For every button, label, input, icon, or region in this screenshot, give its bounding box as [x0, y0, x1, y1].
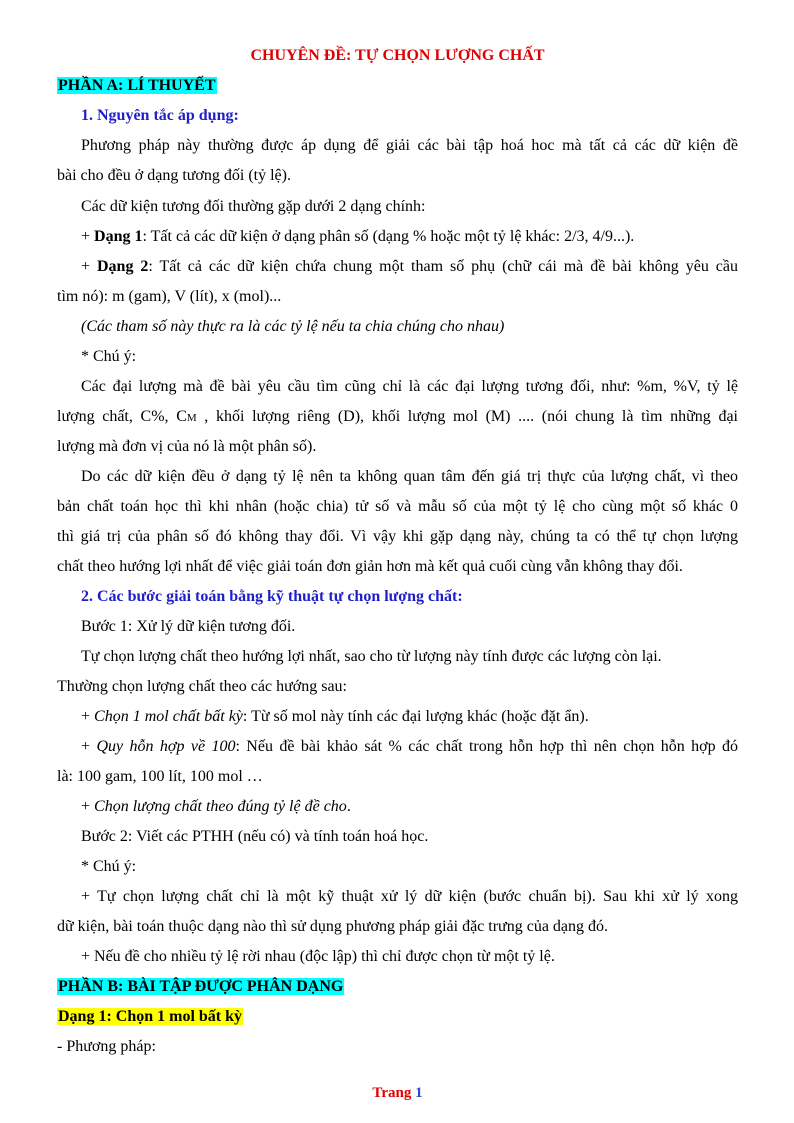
- paragraph-line: [57, 407, 738, 428]
- type-1-label: Dạng 1: [94, 228, 143, 245]
- bullet-prefix: +: [81, 258, 97, 275]
- paragraph-line: bài cho đều ở dạng tương đối (tỷ lệ).: [57, 167, 291, 184]
- type-2-text: : Tất cả các dữ kiện chứa chung một tham số phụ (chữ cái mà đề bài không yêu cầu: [148, 258, 738, 275]
- paragraph-line: là: 100 gam, 100 lít, 100 mol …: [57, 768, 263, 785]
- step-2: Bước 2: Viết các PTHH (nếu có) và tính toán hoá học.: [81, 828, 429, 845]
- bullet-prefix: +: [81, 228, 95, 245]
- heading-principles: 1. Nguyên tắc áp dụng:: [81, 107, 239, 124]
- paragraph-line: thì giá trị của phân số đó không thay đổi. Vì vậy khi gặp dạng này, chúng ta có thể tự chọn lượng: [57, 528, 738, 545]
- choice-3-label: Chọn lượng chất theo đúng tỷ lệ đề cho: [94, 798, 347, 815]
- document-title: CHUYÊN ĐỀ: TỰ CHỌN LƯỢNG CHẤT: [250, 47, 545, 64]
- text-segment: , khối lượng riêng (D), khối lượng mol (M) .... (nói chung là tìm những đại: [196, 408, 738, 425]
- choice-2-label: Quy hỗn hợp về 100: [96, 738, 236, 755]
- type-1-heading: [57, 1007, 738, 1027]
- subscript: M: [186, 412, 197, 424]
- choice-3: [81, 797, 738, 817]
- step-1: Bước 1: Xử lý dữ kiện tương đối.: [81, 618, 296, 635]
- note-heading: * Chú ý:: [81, 348, 137, 365]
- paragraph-line: + Tự chọn lượng chất chỉ là một kỹ thuật xử lý dữ kiện (bước chuẩn bị). Sau khi xử lý xong: [81, 888, 738, 905]
- paragraph-line: Các dữ kiện tương đối thường gặp dưới 2 dạng chính:: [81, 198, 426, 215]
- part-b-label: PHẦN B: BÀI TẬP ĐƯỢC PHÂN DẠNG: [58, 978, 344, 995]
- choice-2: [81, 737, 738, 757]
- paragraph-line: dữ kiện, bài toán thuộc dạng nào thì sử dụng phương pháp giải đặc trưng của dạng đó.: [57, 918, 609, 935]
- paragraph-line: Tự chọn lượng chất theo hướng lợi nhất, sao cho từ lượng này tính được các lượng còn lại.: [81, 648, 662, 665]
- italic-note: (Các tham số này thực ra là các tỷ lệ nếu ta chia chúng cho nhau): [81, 318, 505, 335]
- paragraph-line: Do các dữ kiện đều ở dạng tỷ lệ nên ta không quan tâm đến giá trị thực của lượng chất, vì theo: [81, 468, 738, 485]
- paragraph-line: + Nếu đề cho nhiều tỷ lệ rời nhau (độc lập) thì chỉ được chọn từ một tỷ lệ.: [81, 948, 555, 965]
- paragraph-line: chất theo hướng lợi nhất để việc giải toán đơn giản hơn mà kết quả cuối cùng vẫn không thay đổi.: [57, 558, 683, 575]
- type-1-line: [81, 227, 738, 247]
- type-1-text: : Tất cả các dữ kiện ở dạng phân số (dạng % hoặc một tỷ lệ khác: 2/3, 4/9...).: [142, 228, 635, 245]
- paragraph-line: Thường chọn lượng chất theo các hướng sau:: [57, 678, 347, 695]
- part-a-heading: [57, 76, 738, 96]
- choice-3-text: .: [346, 798, 351, 815]
- page-label: Trang: [372, 1085, 412, 1101]
- part-b-heading: [57, 977, 738, 997]
- method-label: - Phương pháp:: [57, 1038, 156, 1055]
- note-heading: * Chú ý:: [81, 858, 137, 875]
- choice-1: [81, 707, 738, 727]
- page-footer: [57, 1085, 738, 1102]
- paragraph-line: Các đại lượng mà đề bài yêu cầu tìm cũng chỉ là các đại lượng tương đối, như: %m, %V, tỷ lệ: [81, 378, 738, 395]
- choice-2-text: : Nếu đề bài khảo sát % các chất trong hỗn hợp thì nên chọn hỗn hợp đó: [235, 738, 738, 755]
- part-a-label: PHẦN A: LÍ THUYẾT: [58, 77, 216, 94]
- heading-steps: 2. Các bước giải toán bằng kỹ thuật tự chọn lượng chất:: [81, 588, 463, 605]
- page-number: 1: [415, 1085, 423, 1101]
- bullet-prefix: +: [81, 798, 95, 815]
- bullet-prefix: +: [81, 738, 97, 755]
- choice-1-label: Chọn 1 mol chất bất kỳ: [94, 708, 243, 725]
- paragraph-line: Phương pháp này thường được áp dụng để giải các bài tập hoá hoc mà tất cả các dữ kiện đề: [81, 137, 738, 154]
- text-segment: lượng chất, C%, C: [57, 408, 187, 425]
- bullet-prefix: +: [81, 708, 95, 725]
- type-2-label: Dạng 2: [96, 258, 149, 275]
- paragraph-line: tìm nó): m (gam), V (lít), x (mol)...: [57, 288, 282, 305]
- paragraph-line: lượng mà đơn vị của nó là một phân số).: [57, 438, 317, 455]
- type-2-line: [81, 257, 738, 277]
- paragraph-line: bản chất toán học thì khi nhân (hoặc chia) tử số và mẫu số của một tỷ lệ cho cùng một số khác 0: [57, 498, 738, 515]
- type-1-heading-label: Dạng 1: Chọn 1 mol bất kỳ: [58, 1008, 243, 1025]
- choice-1-text: : Từ số mol này tính các đại lượng khác (hoặc đặt ẩn).: [242, 708, 589, 725]
